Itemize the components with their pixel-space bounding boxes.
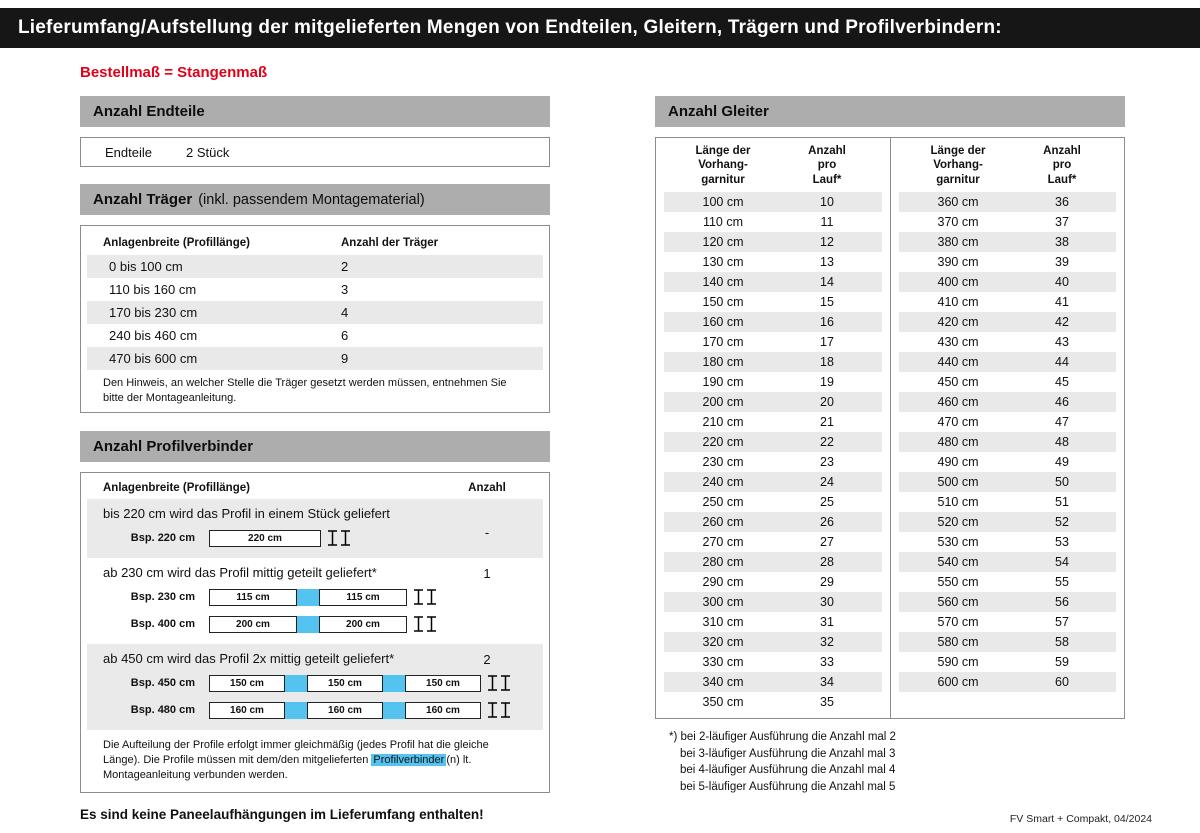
gleiter-length: 510 cm — [937, 495, 979, 510]
endteile-label: Endteile — [105, 144, 152, 160]
gleiter-row — [899, 492, 1116, 512]
gleiter-length: 120 cm — [702, 235, 744, 250]
gleiter-row — [899, 312, 1116, 332]
gleiter-count: 55 — [1055, 575, 1069, 590]
gleiter-length: 330 cm — [702, 655, 744, 670]
gleiter-count: 23 — [820, 455, 834, 470]
gleiter-length: 530 cm — [937, 535, 979, 550]
header-line: garnitur — [936, 173, 980, 186]
profile-connector — [383, 675, 405, 692]
profile-segment: 220 cm — [209, 530, 321, 547]
gleiter-count: 30 — [820, 595, 834, 610]
gleiter-row — [899, 432, 1116, 452]
profile-example — [87, 584, 543, 611]
gleiter-length: 500 cm — [937, 475, 979, 490]
traeger-range: 0 bis 100 cm — [109, 259, 183, 274]
gleiter-length: 570 cm — [937, 615, 979, 630]
order-size-note: Bestellmaß = Stangenmaß — [80, 64, 268, 81]
gleiter-rows-left — [664, 192, 882, 712]
gleiter-count: 57 — [1055, 615, 1069, 630]
gleiter-count: 43 — [1055, 335, 1069, 350]
gleiter-length: 370 cm — [937, 215, 979, 230]
gleiter-length-header — [899, 144, 1017, 187]
gleiter-table-right — [890, 138, 1124, 718]
section-gleiter-title: Anzahl Gleiter — [668, 103, 769, 120]
gleiter-row — [899, 392, 1116, 412]
gleiter-row — [899, 332, 1116, 352]
gleiter-count: 45 — [1055, 375, 1069, 390]
pv-note-text-1: Die Aufteilung der Profile erfolgt immer gleichmäßig (jedes Profil hat die gleiche Länge). Die Profile müssen mit dem/den mitgelieferten — [103, 738, 489, 767]
gleiter-count: 58 — [1055, 635, 1069, 650]
gleiter-row — [664, 532, 882, 552]
profile-segment: 150 cm — [405, 675, 481, 692]
profile-example — [87, 611, 543, 638]
profile-example — [87, 670, 543, 697]
gleiter-length: 190 cm — [702, 375, 744, 390]
gleiter-count: 26 — [820, 515, 834, 530]
pv-col2-header: Anzahl — [468, 481, 506, 494]
gleiter-row — [899, 572, 1116, 592]
gleiter-row — [899, 652, 1116, 672]
gleiter-count: 46 — [1055, 395, 1069, 410]
group-count: 1 — [483, 565, 491, 581]
mounting-bracket-icon — [412, 615, 438, 633]
gleiter-count: 33 — [820, 655, 834, 670]
gleiter-count: 27 — [820, 535, 834, 550]
profilverbinder-group — [87, 644, 543, 730]
gleiter-count: 48 — [1055, 435, 1069, 450]
gleiter-count: 34 — [820, 675, 834, 690]
gleiter-row — [899, 612, 1116, 632]
gleiter-length: 270 cm — [702, 535, 744, 550]
gleiter-row — [664, 492, 882, 512]
gleiter-row — [899, 352, 1116, 372]
footnote-line: bei 3-läufiger Ausführung die Anzahl mal 3 — [680, 747, 896, 760]
gleiter-count: 28 — [820, 555, 834, 570]
header-line: garnitur — [701, 173, 745, 186]
gleiter-count: 42 — [1055, 315, 1069, 330]
gleiter-row — [664, 232, 882, 252]
section-traeger-title: Anzahl Träger — [93, 191, 193, 208]
gleiter-rows-right — [899, 192, 1116, 692]
gleiter-count-header — [1017, 144, 1107, 187]
gleiter-length: 210 cm — [702, 415, 744, 430]
gleiter-length: 240 cm — [702, 475, 744, 490]
traeger-range: 170 bis 230 cm — [109, 305, 198, 320]
gleiter-count: 19 — [820, 375, 834, 390]
gleiter-length: 250 cm — [702, 495, 744, 510]
gleiter-row — [664, 352, 882, 372]
gleiter-row — [899, 552, 1116, 572]
document-footer: FV Smart + Compakt, 04/2024 — [1009, 813, 1152, 825]
gleiter-row — [899, 232, 1116, 252]
left-column — [80, 96, 550, 822]
header-line: pro — [817, 159, 837, 172]
profile-connector — [285, 675, 307, 692]
gleiter-length: 180 cm — [702, 355, 744, 370]
gleiter-row — [899, 632, 1116, 652]
header-line: Anzahl — [1043, 145, 1081, 157]
gleiter-length-header — [664, 144, 782, 187]
gleiter-count: 51 — [1055, 495, 1069, 510]
gleiter-length: 550 cm — [937, 575, 979, 590]
gleiter-header-right — [899, 144, 1116, 187]
profile-connector — [285, 702, 307, 719]
gleiter-count: 44 — [1055, 355, 1069, 370]
traeger-count: 9 — [341, 351, 349, 366]
footnote-line: bei 4-läufiger Ausführung die Anzahl mal 4 — [680, 764, 896, 777]
gleiter-count: 38 — [1055, 235, 1069, 250]
profilverbinder-group — [87, 499, 543, 558]
gleiter-row — [899, 532, 1116, 552]
gleiter-count: 60 — [1055, 675, 1069, 690]
header-line: Lauf* — [1047, 173, 1077, 186]
traeger-range: 240 bis 460 cm — [109, 328, 198, 343]
gleiter-count: 25 — [820, 495, 834, 510]
profilverbinder-table — [80, 472, 550, 793]
gleiter-row — [664, 312, 882, 332]
gleiter-row — [899, 372, 1116, 392]
gleiter-length: 580 cm — [937, 635, 979, 650]
traeger-range: 110 bis 160 cm — [109, 282, 197, 297]
profilverbinder-group — [87, 558, 543, 644]
gleiter-length: 410 cm — [937, 295, 979, 310]
section-profilverbinder — [80, 431, 550, 462]
gleiter-count: 39 — [1055, 255, 1069, 270]
gleiter-count: 13 — [820, 255, 834, 270]
traeger-row — [87, 301, 543, 324]
gleiter-length: 310 cm — [702, 615, 744, 630]
gleiter-length: 450 cm — [937, 375, 979, 390]
gleiter-row — [664, 212, 882, 232]
pv-note — [87, 730, 543, 784]
gleiter-length: 380 cm — [937, 235, 979, 250]
section-endteile-title: Anzahl Endteile — [93, 103, 205, 120]
gleiter-length: 540 cm — [937, 555, 979, 570]
gleiter-row — [664, 632, 882, 652]
gleiter-footnotes — [655, 729, 1125, 796]
traeger-row — [87, 278, 543, 301]
gleiter-count: 16 — [820, 315, 834, 330]
profile-bar — [209, 702, 481, 719]
header-line: Vorhang- — [933, 159, 983, 172]
header-line: Anzahl — [808, 145, 846, 157]
gleiter-row — [664, 672, 882, 692]
pv-groups — [87, 499, 543, 730]
gleiter-row — [899, 292, 1116, 312]
profile-bar — [209, 675, 481, 692]
header-line: pro — [1052, 159, 1072, 172]
gleiter-count: 29 — [820, 575, 834, 590]
pv-note-highlight: Profilverbinder — [373, 754, 445, 767]
gleiter-length: 420 cm — [937, 315, 979, 330]
profile-connector — [297, 616, 319, 633]
gleiter-row — [664, 292, 882, 312]
example-label: Bsp. 400 cm — [130, 618, 195, 631]
gleiter-length: 460 cm — [937, 395, 979, 410]
gleiter-count: 11 — [820, 215, 834, 230]
gleiter-count: 59 — [1055, 655, 1069, 670]
right-column — [655, 96, 1125, 796]
mounting-bracket-icon — [486, 674, 512, 692]
gleiter-row — [664, 472, 882, 492]
gleiter-length: 320 cm — [702, 635, 744, 650]
group-description: ab 450 cm wird das Profil 2x mittig geteilt geliefert* — [103, 651, 395, 667]
gleiter-count: 35 — [820, 695, 834, 710]
gleiter-count: 52 — [1055, 515, 1069, 530]
endteile-value: 2 Stück — [186, 144, 230, 160]
profile-connector — [383, 702, 405, 719]
gleiter-length: 400 cm — [937, 275, 979, 290]
traeger-range: 470 bis 600 cm — [109, 351, 198, 366]
gleiter-row — [899, 472, 1116, 492]
gleiter-count: 53 — [1055, 535, 1069, 550]
gleiter-length: 560 cm — [937, 595, 979, 610]
gleiter-row — [899, 192, 1116, 212]
gleiter-length: 260 cm — [702, 515, 744, 530]
gleiter-row — [664, 552, 882, 572]
example-label: Bsp. 480 cm — [130, 704, 195, 717]
group-count: 2 — [483, 651, 491, 667]
profile-segment: 150 cm — [307, 675, 383, 692]
mounting-bracket-icon — [326, 529, 352, 547]
gleiter-row — [664, 612, 882, 632]
gleiter-length: 340 cm — [702, 675, 744, 690]
profile-bar — [209, 589, 407, 606]
gleiter-row — [664, 432, 882, 452]
header-line: Vorhang- — [698, 159, 748, 172]
traeger-count: 4 — [341, 305, 349, 320]
gleiter-length: 590 cm — [937, 655, 979, 670]
profile-bar — [209, 530, 321, 547]
gleiter-length: 490 cm — [937, 455, 979, 470]
pv-table-header — [87, 477, 543, 499]
gleiter-length: 220 cm — [702, 435, 744, 450]
gleiter-count: 20 — [820, 395, 834, 410]
header-line: Länge der — [930, 145, 986, 157]
gleiter-row — [664, 392, 882, 412]
gleiter-count-header — [782, 144, 872, 187]
gleiter-table — [655, 137, 1125, 719]
profile-segment: 160 cm — [307, 702, 383, 719]
traeger-table — [80, 225, 550, 413]
traeger-rows — [87, 255, 543, 370]
gleiter-row — [899, 672, 1116, 692]
paneel-note: Es sind keine Paneelaufhängungen im Lieferumfang enthalten! — [80, 806, 484, 822]
gleiter-length: 360 cm — [937, 195, 979, 210]
traeger-row — [87, 324, 543, 347]
example-label: Bsp. 450 cm — [130, 677, 195, 690]
gleiter-count: 12 — [820, 235, 834, 250]
page-header — [0, 8, 1200, 48]
gleiter-length: 130 cm — [702, 255, 744, 270]
gleiter-count: 40 — [1055, 275, 1069, 290]
gleiter-count: 10 — [820, 195, 834, 210]
gleiter-length: 160 cm — [702, 315, 744, 330]
footnote-line: *) bei 2-läufiger Ausführung die Anzahl mal 2 — [669, 731, 896, 744]
gleiter-length: 200 cm — [702, 395, 744, 410]
gleiter-row — [664, 272, 882, 292]
gleiter-row — [664, 512, 882, 532]
profile-segment: 200 cm — [319, 616, 407, 633]
section-endteile — [80, 96, 550, 127]
gleiter-row — [664, 372, 882, 392]
gleiter-count: 18 — [820, 355, 834, 370]
traeger-row — [87, 255, 543, 278]
gleiter-row — [899, 452, 1116, 472]
traeger-row — [87, 347, 543, 370]
gleiter-row — [664, 572, 882, 592]
gleiter-count: 36 — [1055, 195, 1069, 210]
traeger-col1-header: Anlagenbreite (Profillänge) — [103, 236, 250, 249]
gleiter-row — [664, 652, 882, 672]
profile-segment: 150 cm — [209, 675, 285, 692]
gleiter-count: 56 — [1055, 595, 1069, 610]
gleiter-row — [664, 692, 882, 712]
gleiter-length: 170 cm — [702, 335, 744, 350]
header-line: Lauf* — [812, 173, 842, 186]
traeger-col2-header: Anzahl der Träger — [341, 236, 439, 249]
gleiter-header-left — [664, 144, 882, 187]
gleiter-row — [899, 212, 1116, 232]
gleiter-count: 24 — [820, 475, 834, 490]
profile-segment: 115 cm — [319, 589, 407, 606]
gleiter-count: 37 — [1055, 215, 1069, 230]
gleiter-row — [664, 412, 882, 432]
endteile-box — [80, 137, 550, 167]
traeger-count: 6 — [341, 328, 349, 343]
gleiter-row — [664, 252, 882, 272]
gleiter-length: 520 cm — [937, 515, 979, 530]
gleiter-length: 280 cm — [702, 555, 744, 570]
section-profilverbinder-title: Anzahl Profilverbinder — [93, 437, 254, 455]
traeger-note: Den Hinweis, an welcher Stelle die Träger gesetzt werden müssen, entnehmen Sie bitte der Montageanleitung. — [103, 377, 507, 404]
gleiter-length: 290 cm — [702, 575, 744, 590]
pv-note-text-2: (n) lt. Montageanleitung verbunden werden. — [103, 754, 472, 782]
gleiter-count: 49 — [1055, 455, 1069, 470]
gleiter-length: 230 cm — [702, 455, 744, 470]
gleiter-count: 14 — [820, 275, 834, 290]
gleiter-length: 110 cm — [702, 215, 744, 230]
gleiter-count: 54 — [1055, 555, 1069, 570]
profile-example — [87, 697, 543, 724]
gleiter-row — [899, 272, 1116, 292]
gleiter-length: 470 cm — [937, 415, 979, 430]
profile-connector — [297, 589, 319, 606]
gleiter-count: 41 — [1055, 295, 1069, 310]
gleiter-count: 15 — [820, 295, 834, 310]
gleiter-count: 32 — [820, 635, 834, 650]
pv-col1-header: Anlagenbreite (Profillänge) — [103, 481, 250, 494]
profile-segment: 115 cm — [209, 589, 297, 606]
gleiter-count: 17 — [820, 335, 834, 350]
example-label: Bsp. 230 cm — [130, 591, 195, 604]
gleiter-row — [899, 592, 1116, 612]
gleiter-length: 600 cm — [937, 675, 979, 690]
gleiter-count: 21 — [820, 415, 834, 430]
footnote-line: bei 5-läufiger Ausführung die Anzahl mal 5 — [680, 781, 896, 794]
gleiter-length: 300 cm — [702, 595, 744, 610]
header-line: Länge der — [695, 145, 751, 157]
page-title: Lieferumfang/Aufstellung der mitgelieferten Mengen von Endteilen, Gleitern, Trägern und Profilverbindern: — [18, 17, 1002, 38]
gleiter-length: 350 cm — [702, 695, 744, 710]
gleiter-length: 390 cm — [937, 255, 979, 270]
section-traeger — [80, 184, 550, 215]
gleiter-row — [664, 592, 882, 612]
gleiter-length: 480 cm — [937, 435, 979, 450]
gleiter-length: 430 cm — [937, 335, 979, 350]
gleiter-row — [899, 412, 1116, 432]
gleiter-row — [664, 332, 882, 352]
gleiter-length: 140 cm — [702, 275, 744, 290]
group-description: bis 220 cm wird das Profil in einem Stück geliefert — [103, 506, 390, 522]
profile-segment: 160 cm — [209, 702, 285, 719]
profile-bar — [209, 616, 407, 633]
mounting-bracket-icon — [486, 701, 512, 719]
traeger-table-header — [87, 230, 543, 255]
gleiter-count: 50 — [1055, 475, 1069, 490]
gleiter-length: 100 cm — [702, 195, 744, 210]
gleiter-row — [664, 452, 882, 472]
section-traeger-subtitle: (inkl. passendem Montagematerial) — [198, 191, 425, 208]
gleiter-length: 440 cm — [937, 355, 979, 370]
traeger-count: 2 — [341, 259, 349, 274]
profile-segment: 200 cm — [209, 616, 297, 633]
gleiter-row — [899, 512, 1116, 532]
gleiter-row — [664, 192, 882, 212]
section-gleiter — [655, 96, 1125, 127]
mounting-bracket-icon — [412, 588, 438, 606]
gleiter-row — [899, 252, 1116, 272]
profile-segment: 160 cm — [405, 702, 481, 719]
gleiter-length: 150 cm — [702, 295, 744, 310]
gleiter-count: 31 — [820, 615, 834, 630]
group-count: - — [484, 524, 490, 540]
gleiter-count: 22 — [820, 435, 834, 450]
traeger-count: 3 — [341, 282, 349, 297]
example-label: Bsp. 220 cm — [130, 532, 195, 545]
gleiter-count: 47 — [1055, 415, 1069, 430]
gleiter-table-left — [656, 138, 890, 718]
group-description: ab 230 cm wird das Profil mittig geteilt geliefert* — [103, 565, 377, 581]
